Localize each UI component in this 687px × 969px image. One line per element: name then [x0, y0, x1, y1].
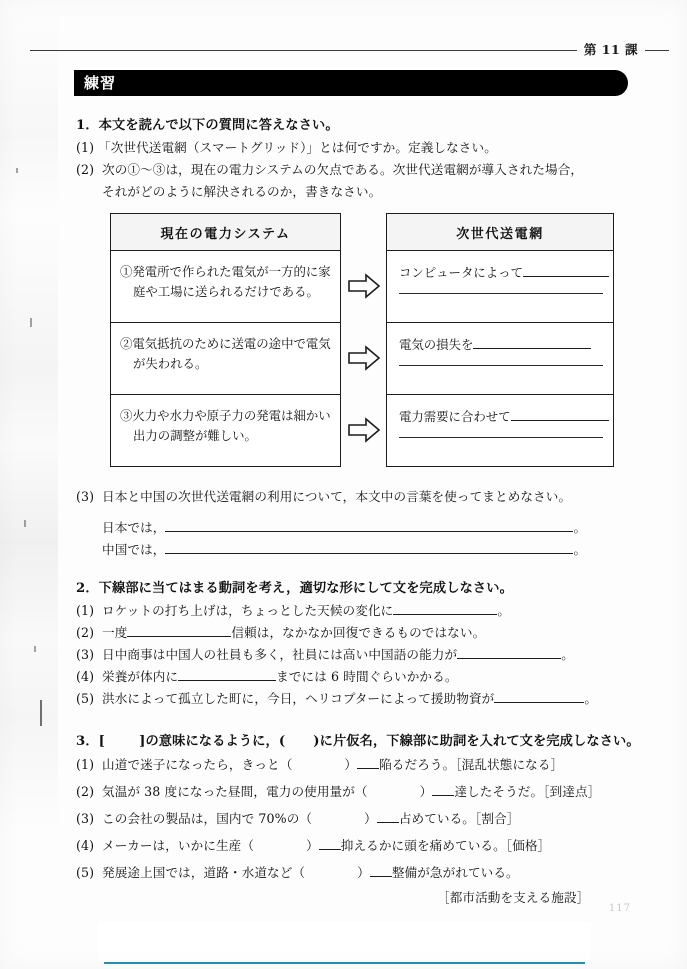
right-block-arrow-icon: [347, 345, 381, 371]
current-system-table-header: 現在の電力システム: [111, 214, 340, 251]
item-text-post: 信頼は，なかなか回復できるものではない。: [231, 625, 486, 640]
item-paren-close: ）: [419, 784, 433, 799]
item-text-post: 。: [497, 603, 511, 618]
answer-blank[interactable]: [399, 437, 603, 438]
question-number: (2): [76, 162, 95, 177]
section-2-heading: 2．下線部に当てはまる動詞を考え，適切な形にして文を完成しなさい。: [76, 581, 513, 596]
item-text-pre: 山道で迷子になったら，きっと（: [102, 757, 293, 772]
smart-grid-table-header: 次世代送電網: [387, 214, 613, 251]
answer-blank[interactable]: [494, 689, 584, 703]
particle-blank[interactable]: [357, 755, 379, 769]
item-text-post: 整備が急がれている。: [391, 865, 519, 880]
scan-speck: [24, 520, 26, 527]
item-hint: ［割合］: [474, 811, 520, 826]
item-text-pre: 気温が 38 度になった昼間，電力の使用量が（: [102, 784, 368, 799]
item-paren-close: ）: [364, 811, 377, 826]
table-row[interactable]: [387, 395, 613, 466]
defect-line-1: ③火力や水力や原子力の発電は細かい: [120, 408, 331, 423]
item-number: (4): [76, 838, 95, 853]
right-block-arrow-icon: [347, 417, 381, 443]
answer-tail: 。: [573, 542, 587, 557]
item-paren-close: ）: [344, 757, 358, 772]
defect-line-1: ②電気抵抗のために送電の途中で電気: [120, 336, 331, 351]
item-text-pre: メーカーは，いかに生産（: [102, 838, 255, 853]
lesson-number: 第 11 課: [583, 42, 638, 57]
item-text-post: 達したそうだ。: [454, 784, 544, 799]
section-2-item-1[interactable]: [76, 600, 510, 619]
answer-blank[interactable]: [511, 407, 609, 421]
item-text-pre: ロケットの打ち上げは，ちょっとした天候の変化に: [102, 603, 394, 618]
defect-line-2: 庭や工場に送られるだけである。: [133, 284, 319, 300]
section-2-item-3[interactable]: [76, 644, 574, 663]
section-3-heading: [76, 730, 640, 749]
section-3-item-1[interactable]: [76, 754, 563, 773]
section-1-question-2-line-1: [76, 159, 583, 178]
page-number: 117: [608, 903, 631, 914]
item-text-post: 抑えるかに頭を痛めている。: [340, 838, 506, 853]
answer-tail: 。: [573, 520, 587, 535]
scan-speck: [34, 646, 36, 652]
item-text-pre: 洪水によって孤立した町に，今日，ヘリコプターによって援助物資が: [102, 691, 495, 706]
section-3-item-3[interactable]: [76, 808, 519, 827]
item-paren-close: ）: [306, 838, 319, 853]
table-row[interactable]: [387, 251, 613, 323]
section-1-question-3: [76, 486, 571, 505]
item-text-post: 占めている。: [398, 811, 475, 826]
table-row: [111, 323, 340, 395]
running-head: [30, 42, 669, 58]
practice-banner: [74, 70, 628, 96]
item-number: (2): [76, 784, 95, 799]
answer-blank[interactable]: [127, 623, 231, 637]
defect-line-1: ①発電所で作られた電気が一方的に家: [120, 264, 331, 279]
scan-speck: [30, 318, 32, 327]
item-number: (1): [76, 757, 95, 772]
answer-blank[interactable]: [393, 601, 497, 615]
particle-blank[interactable]: [319, 836, 341, 850]
particle-blank[interactable]: [377, 809, 399, 823]
section-3-item-4[interactable]: [76, 835, 550, 854]
answer-prompt: 電力需要に合わせて: [399, 409, 511, 424]
question-number: (1): [76, 140, 95, 155]
item-text-post: 陥るだろう。: [379, 757, 456, 772]
current-system-table: [110, 213, 341, 467]
item-number: (2): [76, 625, 95, 640]
question-number: (3): [76, 489, 95, 504]
particle-blank[interactable]: [432, 782, 454, 796]
table-row[interactable]: [387, 323, 613, 395]
item-text-pre: 栄養が体内に: [102, 669, 179, 684]
practice-banner-label: 練習: [84, 73, 117, 92]
answer-blank[interactable]: [399, 293, 603, 294]
item-hint: ［混乱状態になる］: [455, 757, 564, 772]
item-hint: ［到達点］: [543, 784, 601, 799]
item-paren-close: ）: [357, 865, 370, 880]
question-text: 「次世代送電網（スマートグリッド）」とは何ですか。定義しなさい。: [98, 140, 497, 155]
section-3-heading-part-c: )に片仮名，下線部に助詞を入れて文を完成しなさい。: [313, 734, 640, 749]
table-row: [111, 395, 340, 466]
section-2-item-5[interactable]: [76, 688, 597, 707]
answer-lead: 中国では，: [102, 542, 166, 557]
section-1-question-1: [76, 137, 497, 156]
section-3-item-2[interactable]: [76, 781, 600, 800]
item-number: (3): [76, 811, 95, 826]
item-text-pre: この会社の製品は，国内で 70%の（: [102, 811, 313, 826]
answer-blank[interactable]: [165, 518, 573, 532]
right-block-arrow-icon: [347, 273, 381, 299]
item-text-pre: 発展途上国では，道路・水道など（: [102, 865, 306, 880]
item-number: (5): [76, 691, 95, 706]
section-3-heading-part-a: 3．[: [76, 734, 106, 749]
item-number: (4): [76, 669, 95, 684]
running-head-rule-right: [645, 50, 669, 51]
item-number: (1): [76, 603, 95, 618]
answer-blank[interactable]: [165, 540, 573, 554]
scan-speck: [16, 168, 18, 173]
table-row: [111, 251, 340, 323]
defect-line-2: が失われる。: [133, 356, 208, 372]
item-text-post: 。: [584, 691, 598, 706]
scan-white-overlay: [98, 922, 591, 960]
section-2-item-4[interactable]: [76, 666, 458, 685]
item-text-post: 。: [561, 647, 574, 662]
section-1-answer-line-china[interactable]: [102, 539, 586, 558]
question-text-continuation: それがどのように解決されるのか，書きなさい。: [102, 184, 382, 199]
item-hint: ［価格］: [505, 838, 551, 853]
answer-lead: 日本では，: [102, 520, 166, 535]
answer-prompt: 電気の損失を: [399, 337, 474, 352]
section-3-heading-part-b: ]の意味になるように，(: [139, 734, 286, 749]
particle-blank[interactable]: [370, 863, 392, 877]
defect-line-2: 出力の調整が難しい。: [133, 428, 257, 444]
scan-noise-gutter: [0, 0, 58, 969]
running-head-rule-left: [30, 50, 577, 51]
item-number: (3): [76, 647, 95, 662]
section-3-item-5[interactable]: [76, 862, 519, 881]
question-text: 次の①〜③は，現在の電力システムの欠点である。次世代送電網が導入された場合，: [102, 162, 584, 177]
answer-blank[interactable]: [457, 645, 561, 659]
section-1-question-2-line-2: [102, 181, 381, 200]
section-2-item-2[interactable]: [76, 622, 485, 641]
answer-blank[interactable]: [399, 365, 603, 366]
answer-blank[interactable]: [523, 263, 609, 277]
section-1-answer-line-japan[interactable]: [102, 517, 586, 536]
section-3-trailing-hint: ［都市活動を支える施設］: [437, 890, 590, 905]
answer-blank[interactable]: [178, 667, 276, 681]
item-text-pre: 日中商事は中国人の社員も多く，社員には高い中国語の能力が: [102, 647, 458, 662]
section-1-heading: 1．本文を読んで以下の質問に答えなさい。: [76, 118, 339, 133]
item-text-pre: 一度: [102, 625, 128, 640]
answer-blank[interactable]: [473, 335, 591, 349]
smart-grid-table: [386, 213, 614, 467]
item-text-post: までには 6 時間ぐらいかかる。: [276, 669, 458, 684]
answer-prompt: コンピュータによって: [399, 265, 523, 280]
question-text: 日本と中国の次世代送電網の利用について，本文中の言葉を使ってまとめなさい。: [102, 489, 572, 504]
scan-teal-rule: [104, 962, 585, 964]
item-number: (5): [76, 865, 95, 880]
